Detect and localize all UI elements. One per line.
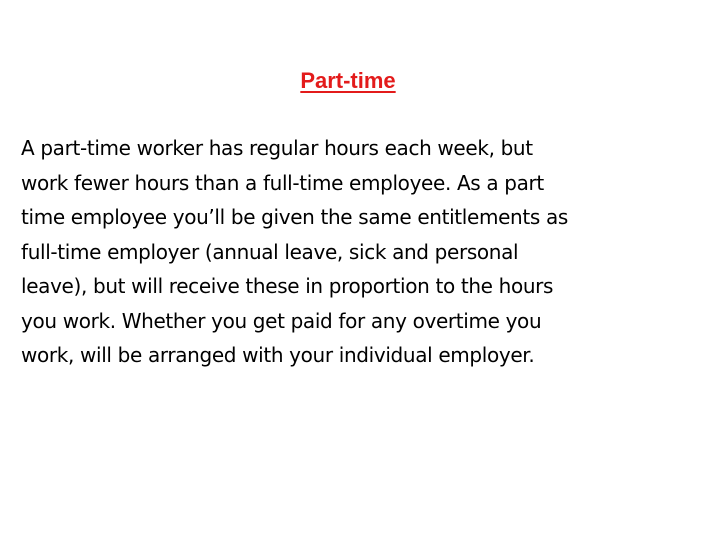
body-line: A part-time worker has regular hours each week, but xyxy=(21,136,533,160)
body-line: work, will be arranged with your individual employer. xyxy=(21,343,535,367)
body-paragraph xyxy=(21,131,681,373)
body-line: you work. Whether you get paid for any overtime you xyxy=(21,308,542,333)
body-line: leave), but will receive these in proportion to the hours xyxy=(21,274,554,298)
body-line: full-time employer (annual leave, sick and personal xyxy=(21,239,519,264)
body-line: work fewer hours than a full-time employee. As a part xyxy=(21,170,544,195)
slide-title: Part-time xyxy=(300,68,396,93)
body-line: time employee you’ll be given the same entitlements as xyxy=(21,205,568,229)
